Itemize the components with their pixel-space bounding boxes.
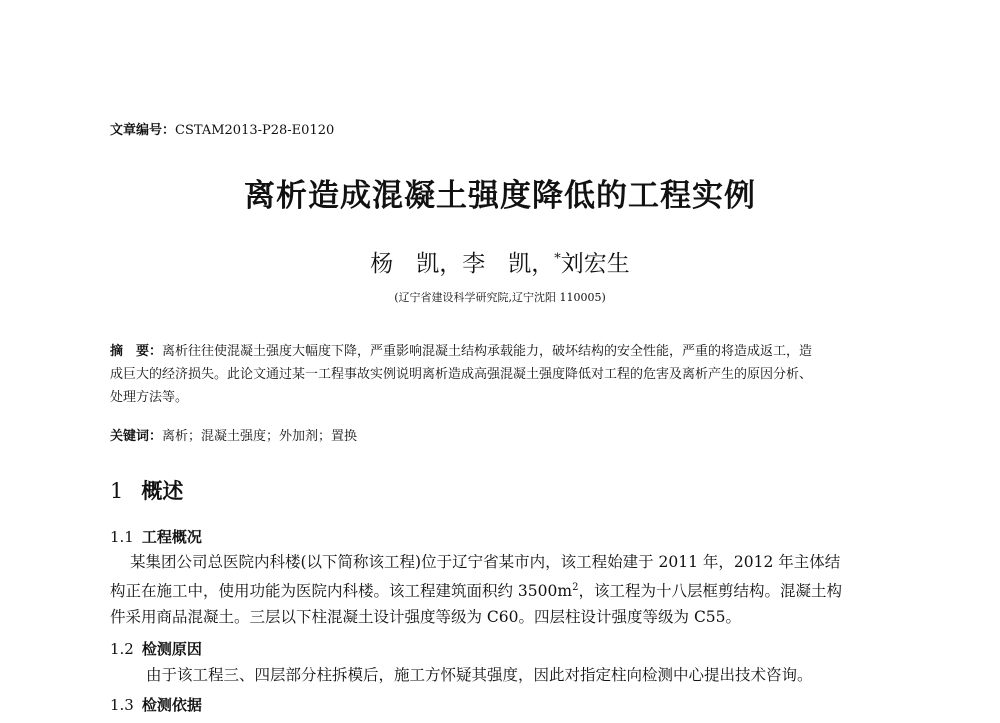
subsection-heading-1-3 [110,694,202,715]
section-number: 1 [110,479,124,503]
subsection-number: 1.1 [110,528,134,546]
abstract [110,340,930,409]
abstract-label: 摘 要： [110,344,163,359]
section-heading-1 [110,475,183,505]
subsection-title: 检测原因 [141,640,202,658]
subsection-number: 1.3 [110,696,134,714]
subsection-title: 检测依据 [141,696,202,714]
abstract-line-1 [110,340,930,363]
paragraph-line [110,575,940,604]
author-2: 李 凯， [462,251,555,277]
paragraph-project-overview [110,549,940,630]
abstract-text-1: 离析往往使混凝土强度大幅度下降，严重影响混凝土结构承载能力，破坏结构的安全性能，严重的将造成返工，造 [162,344,813,359]
paragraph-line: 件采用商品混凝土。三层以下柱混凝土设计强度等级为 C60。四层柱设计强度等级为 C55。 [110,608,742,627]
subsection-heading-1-1 [110,526,202,547]
keywords-value: 离析；混凝土强度；外加剂；置换 [162,429,358,444]
subsection-number: 1.2 [110,640,134,658]
article-id-value: CSTAM2013-P28-E0120 [175,123,335,138]
affiliation: (辽宁省建设科学研究院,辽宁沈阳 110005) [394,291,606,304]
abstract-line-3: 处理方法等。 [110,390,189,405]
author-list [0,245,1000,278]
paper-title: 离析造成混凝土强度降低的工程实例 [244,178,756,214]
section-title: 概述 [141,479,184,503]
article-id [110,119,334,138]
subsection-heading-1-2 [110,638,202,659]
keywords [110,425,357,444]
keywords-label: 关键词： [110,429,163,444]
paragraph-line: 由于该工程三、四层部分柱拆模后，施工方怀疑其强度，因此对指定柱向检测中心提出技术咨询。 [146,666,813,684]
article-id-label: 文章编号： [110,123,176,138]
paragraph-text: ，该工程为十八层框剪结构。混凝土构 [578,582,842,601]
paragraph-line: 某集团公司总医院内科楼(以下简称该工程)位于辽宁省某市内，该工程始建于 2011 年，2012 年主体结 [130,553,841,571]
corresponding-author-mark: * [554,251,561,267]
abstract-line-2: 成巨大的经济损失。此论文通过某一工程事故实例说明离析造成高强混凝土强度降低对工程的危害及离析产生的原因分析、 [110,367,813,382]
author-1: 杨 凯， [370,251,463,277]
subsection-title: 工程概况 [141,528,202,546]
superscript: 2 [572,582,579,593]
author-3: 刘宏生 [560,251,630,277]
paragraph-text: 构正在施工中，使用功能为医院内科楼。该工程建筑面积约 3500m [110,582,573,601]
paragraph-inspection-reason [110,662,940,688]
